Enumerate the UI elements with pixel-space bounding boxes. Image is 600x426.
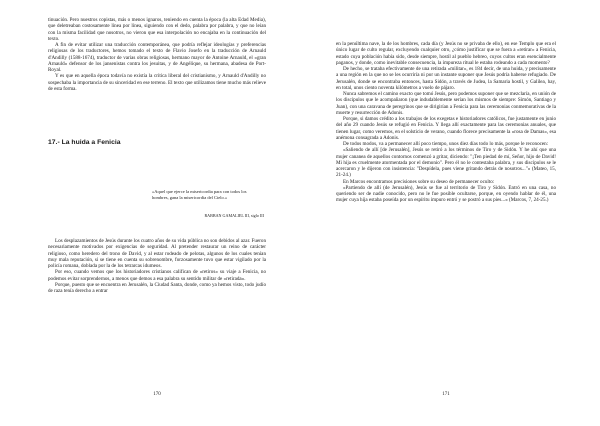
- paragraph: Por eso, cuando vemos que los historiadores cristianos califican de «retiros» su viaje a Fenicia, no podemos evitar sorprendernos, a menos que demos a esa palabra su sentido militar de «retirada».: [48, 269, 266, 282]
- paragraph: Porque, si damos crédito a los trabajos de los exegetas e historiadores católicos, fue justamente en junio del año 29 cuando Jesús se refugió en Fenicia. Y llega allí exactamente para las ceremonias anuales, que tienen lugar, como veremos, en el solsticio de verano, cuando florece precisamente la «rosa de Damas», esa anémona consagrada a Adonis.: [336, 116, 556, 141]
- right-text-block: [336, 41, 556, 204]
- page-number-left: 170: [153, 392, 161, 397]
- paragraph: Nunca sabremos el camino exacto que tomó Jesús, pero podemos suponer que se mezclaría, en unión de los discípulos que le acompañaron (que indudablemente serían los mismos de siempre: Simón, Santiago y Juan), con una caravana de peregrinos que se dirigirían a Fenicia para las ceremonias conmemorativas de la muerte y resurrección de Adonis.: [336, 91, 556, 116]
- quoted-passage: «Saliendo de allí [de Jerusalén], Jesús se retiró a los términos de Tiro y de Sidón. Y he ahí que una mujer cananea de aquellos contornos comenzó a gritar, diciendo: "¡Ten piedad de mí, Señor, hijo de David! Mi hija es cruelmente atormentada por el demonio". Pero él no le contestaba palabra, y sus discípulos se le acercaron y le dijeron con insistencia: "Despídela, pues viene gritando detrás de nosotros..."» (Mateo, 15, 21-24.): [336, 147, 556, 179]
- paragraph: Porque, puesto que se encuentra en Jerusalén, la Ciudad Santa, donde, como ya hemos visto, todo judío de raza tenía derecho a entrar: [48, 281, 266, 294]
- paragraph: A fin de evitar utilizar una traducción contemporánea, que podría reflejar ideologías y preferencias religiosas de los traductores, hemos tomado el texto de Flavio Josefo en la traducción de Arnauld d'Andilly (1588-1674), traductor de varias obras religiosas, hermano mayor de Antoine Arnauld, el «gran Arnauld» defensor de los jansenistas contra los jesuitas, y de Angélique, su hermana, abadesa de Port-Royal.: [48, 42, 266, 73]
- page-number-right: 171: [442, 392, 450, 397]
- left-text-block-lower: [48, 238, 266, 294]
- paragraph: De hecho, se trataba efectivamente de una retirada «militar», es 184 decir, de una huida, y precisamente a una región en la que no se les ocurriría ni por un instante suponer que Jesús podría haberse refugiado. De Jerusalén, donde se encontraba entonces, hasta Sidón, a través de Judea, la Samaria hostil, y Galilea, hay, en total, unos ciento noventa kilómetros a vuelo de pájaro.: [336, 66, 556, 91]
- paragraph: Los desplazamientos de Jesús durante los cuatro años de su vida pública no son debidos al azar. Fueron necesariamente motivados por exigencias de seguridad. Al pretender restaurar un reino de carácter religioso, como heredero del trono de David, y al estar rodeado de pelotas, algunos de los cuales tenían muy mala reputación, si se tiene en cuenta su sobrenombre, forzosamente tuvo que estar vigilado por la policía romana, doblada por la de los tetrarcas idumeos.: [48, 238, 266, 269]
- epigraph-source: RABBAN GAMALIEL III, siglo III: [204, 213, 264, 218]
- left-page: [48, 0, 266, 426]
- quoted-passage: «Partiendo de allí (de Jerusalén), Jesús se fue al territorio de Tiro y Sidón. Entró en una casa, no queriendo ser de nadie conocido, pero no le fue posible ocultarse, porque, en oyendo hablar de él, una mujer cuya hija estaba poseída por un espíritu impuro entró y se postró a sus pies...» (Marcos, 7, 24-25.): [336, 184, 556, 204]
- epigraph: «Aquel que ejerce la misericordia para con todos los hombres, gana la misericordia del Cielo.»: [152, 189, 247, 200]
- section-heading: 17.- La huida a Fenicia: [48, 139, 121, 146]
- paragraph: De todos modos, va a permanecer allí poco tiempo, unos diez días todo lo más, porque le reconocen:: [343, 141, 549, 147]
- paragraph: Y es que en aquella época todavía no existía la crítica liberal del cristianismo, y Arnauld d'Andilly no sospechaba la importancia de su sinceridad en ese terreno. El texto que utilizamos tiene mucho más relieve de esta forma.: [48, 73, 266, 92]
- paragraph: en la penúltima nave, la de los hombres, cada día (y Jesús no se privaba de ello), en ese Templo que era el único lugar de culto regular, excluyendo cualquier otro, ¿cómo justificar que se fuera a «retirar» a Fenicia, estado cuya población había sido, desde siempre, hostil al pueblo hebreo, cuyos cultos eran esencialmente paganos, y donde, como inevitable consecuencia, la impureza ritual le estaba rodeando a cada momento?: [336, 41, 556, 66]
- paragraph: En Marcos encontramos precisiones sobre su deseo de permanecer oculto:: [343, 178, 495, 185]
- intro-paragraph: tinuación. Pero nuestros copistas, más o menos ignaros, teniendo en cuenta la época (la alta Edad Media), que deletreaban costosamente línea por línea, siguiendo con el dedo, palabra por palabra, y que no leían con la misma facilidad que nosotros, no vieron que esa interpolación no encajaba en la continuación del texto.: [48, 17, 266, 42]
- right-page: [336, 0, 556, 426]
- left-text-block: [48, 17, 266, 92]
